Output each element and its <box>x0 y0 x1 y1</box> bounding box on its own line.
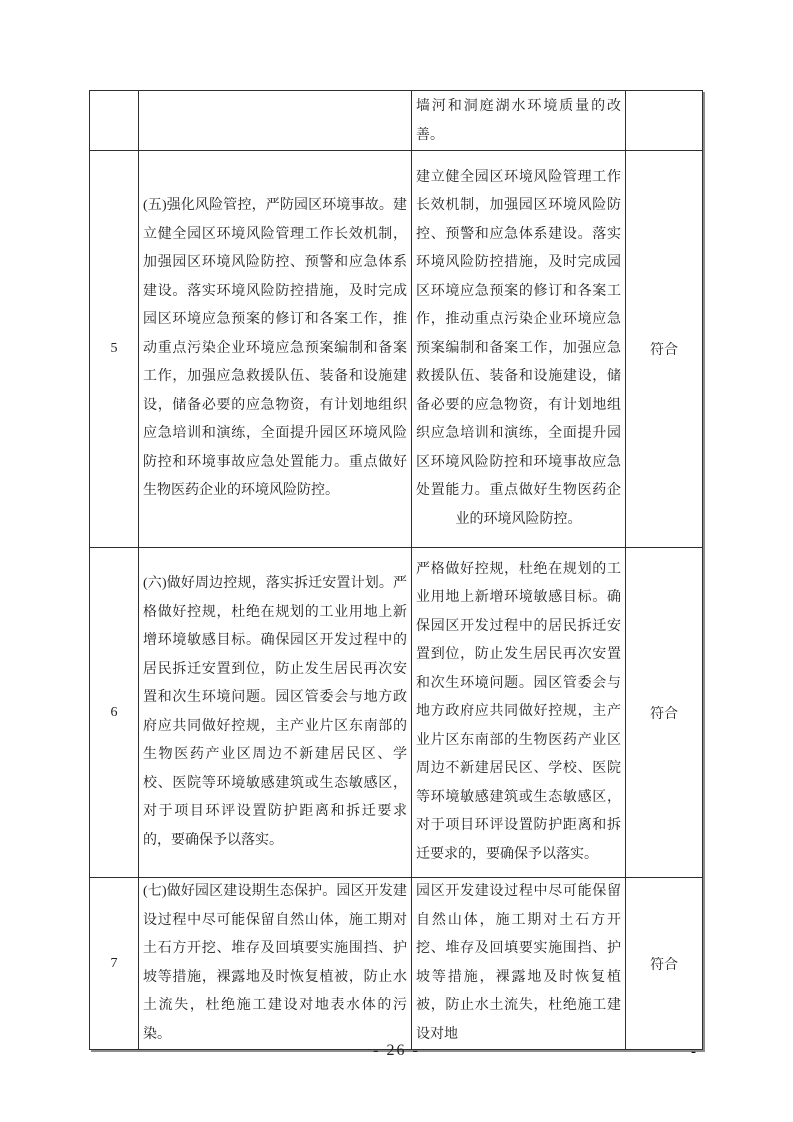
row-number-cell: 6 <box>90 548 139 878</box>
table-row <box>90 548 703 878</box>
page-number: - 26 - <box>373 1042 420 1059</box>
table-row <box>90 151 703 548</box>
implementation-text: 园区开发建设过程中尽可能保留自然山体，施工期对土石方开挖、堆存及回填要实施围挡、护坡等措施，裸露地及时恢复植被，防止水土流失，杜绝施工建设对地 <box>416 884 621 1042</box>
implementation-cell <box>412 91 626 151</box>
implementation-text: 墙河和洞庭湖水环境质量的改善。 <box>416 99 621 143</box>
implementation-cell <box>412 878 626 1050</box>
implementation-cell <box>412 548 626 878</box>
implementation-text: 建立健全园区环境风险管理工作长效机制，加强园区环境风险防控、预警和应急体系建设。落实环境风险防控措施，及时完成园区环境应急预案的修订和各案工作，推动重点污染企业环境应急预案编制和备案工作，加强应急救援队伍、装备和设施建设，储备必要的应急物资，有计划地组织应急培训和演练，全面提升园区环境风险防控和环境事故应急处置能力。重点做好生物医药企业的环境风险防控。 <box>416 169 621 527</box>
implementation-cell <box>412 151 626 548</box>
conclusion-cell <box>626 91 703 151</box>
conclusion-cell: 符合 <box>626 151 703 548</box>
row-number-cell <box>90 91 139 151</box>
row-number-cell: 5 <box>90 151 139 548</box>
table-row <box>90 878 703 1050</box>
measure-cell <box>139 548 412 878</box>
conclusion-cell: 符合 <box>626 548 703 878</box>
measure-text: (六)做好周边控规，落实拆迁安置计划。严格做好控规，杜绝在规划的工业用地上新增环境敏感目标。确保园区开发过程中的居民拆迁安置到位，防止发生居民再次安置和次生环境问题。园区管委会与地方政府应共同做好控规，主产业片区东南部的生物医药产业区周边不新建居民区、学校、医院等环境敏感建筑或生态敏感区，对于项目环评设置防护距离和拆迁要求的，要确保予以落实。 <box>143 576 407 848</box>
measure-cell <box>139 91 412 151</box>
measure-cell <box>139 878 412 1050</box>
compliance-table <box>89 90 703 1050</box>
table-row <box>90 91 703 151</box>
compliance-table-wrapper <box>89 90 703 1050</box>
implementation-text: 严格做好控规，杜绝在规划的工业用地上新增环境敏感目标。确保园区开发过程中的居民拆迁安置到位，防止发生居民再次安置和次生环境问题。园区管委会与地方政府应共同做好控规，主产业片区东南部的生物医药产业区周边不新建居民区、学校、医院等环境敏感建筑或生态敏感区，对于项目环评设置防护距离和拆迁要求的，要确保予以落实。 <box>416 561 621 862</box>
measure-text: (五)强化风险管控，严防园区环境事故。建立健全园区环境风险管理工作长效机制，加强园区环境风险防控、预警和应急体系建设。落实环境风险防控措施，及时完成园区环境应急预案的修订和各案工作，推动重点污染企业环境应急预案编制和备案工作，加强应急救援队伍、装备和设施建设，储备必要的应急物资，有计划地组织应急培训和演练，全面提升园区环境风险防控和环境事故应急处置能力。重点做好生物医药企业的环境风险防控。 <box>143 198 407 499</box>
conclusion-cell: 符合 <box>626 878 703 1050</box>
measure-text: (七)做好园区建设期生态保护。园区开发建设过程中尽可能保留自然山体，施工期对土石方开挖、堆存及回填要实施围挡、护坡等措施，裸露地及时恢复植被，防止水土流失，杜绝施工建设对地表水体的污染。 <box>143 884 407 1042</box>
measure-text <box>139 91 411 93</box>
row-number-cell: 7 <box>90 878 139 1050</box>
stray-dash-mark: - <box>691 1044 696 1060</box>
measure-cell <box>139 151 412 548</box>
